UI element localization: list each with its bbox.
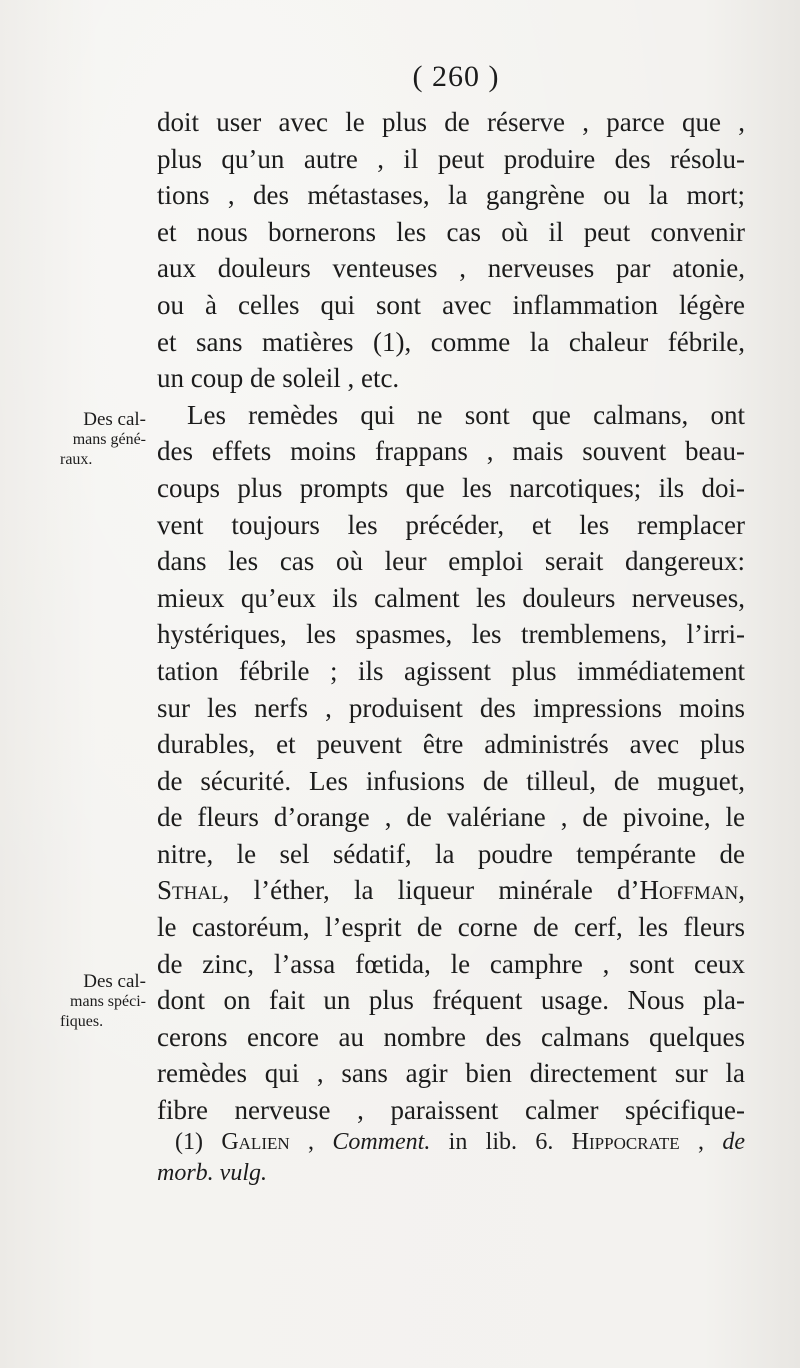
footnote-work: Comment. [332, 1129, 431, 1155]
body-text [157, 104, 745, 1129]
text-line: durables, et peuvent être administrés avec plus [157, 729, 745, 760]
text-line [157, 872, 745, 909]
footnote-work: de [722, 1129, 746, 1155]
text-span: , [679, 1129, 723, 1155]
text-line: tation fébrile ; ils agissent plus immédiatement [157, 655, 745, 686]
author-name: Hoffman [639, 875, 739, 906]
footnote-line [157, 1127, 745, 1158]
margin-note-line: Des cal- [83, 409, 146, 430]
text-line: dont on fait un plus fréquent usage. Nous pla- [157, 985, 745, 1016]
text-line: vent toujours les précéder, et les remplacer [157, 509, 745, 540]
text-line: aux douleurs venteuses , nerveuses par atonie, [157, 253, 745, 284]
footnote-number: (1) [175, 1129, 203, 1155]
text-line: le castoréum, l’esprit de corne de cerf, les fleurs [157, 912, 745, 943]
text-line: dans les cas où leur emploi serait dangereux: [157, 546, 745, 577]
text-line: cerons encore au nombre des calmans quelques [157, 1021, 745, 1052]
text-span: in lib. 6. [430, 1129, 572, 1155]
footnote-line: morb. vulg. [157, 1160, 267, 1186]
text-span: , l’éther, la liqueur minérale d’ [222, 875, 640, 906]
text-line: tions , des métastases, la gangrène ou la mort; [157, 180, 745, 211]
page-number: ( 260 ) [412, 60, 500, 93]
text-line: remèdes qui , sans agir bien directement sur la [157, 1058, 745, 1089]
text-line: nitre, le sel sédatif, la poudre tempérante de [157, 838, 745, 869]
text-line: Les remèdes qui ne sont que calmans, ont [187, 399, 745, 430]
footnote [157, 1127, 745, 1189]
text-line: coups plus prompts que les narcotiques; ils doi- [157, 472, 745, 503]
text-span: , [289, 1129, 333, 1155]
margin-note-line: raux. [60, 451, 93, 468]
footnote-author: Hippocrate [571, 1129, 680, 1155]
text-line: et sans matières (1), comme la chaleur fébrile, [157, 326, 745, 357]
text-line: et nous bornerons les cas où il peut convenir [157, 216, 745, 247]
footnote-author: Galien [221, 1129, 290, 1155]
text-line: de sécurité. Les infusions de tilleul, de muguet, [157, 765, 745, 796]
text-line: fibre nerveuse , paraissent calmer spécifique- [157, 1095, 745, 1126]
text-line: de fleurs d’orange , de valériane , de pivoine, le [157, 802, 745, 833]
text-line: ou à celles qui sont avec inflammation légère [157, 289, 745, 320]
text-line: doit user avec le plus de réserve , parce que , [157, 107, 745, 137]
margin-note-calmans-specifiques [48, 972, 148, 1032]
margin-note-calmans-generaux [48, 410, 148, 470]
text-line: des effets moins frappans , mais souvent beau- [157, 436, 745, 467]
text-line: de zinc, l’assa fœtida, le camphre , sont ceux [157, 948, 745, 979]
text-line: mieux qu’eux ils calment les douleurs nerveuses, [157, 582, 745, 613]
margin-note-line: mans spéci- [70, 993, 146, 1010]
text-line: plus qu’un autre , il peut produire des résolu- [157, 143, 745, 174]
margin-note-line: Des cal- [83, 971, 146, 992]
text-line: hystériques, les spasmes, les tremblemens, l’irri- [157, 619, 745, 650]
text-line: sur les nerfs , produisent des impressions moins [157, 692, 745, 723]
margin-note-line: fiques. [60, 1013, 104, 1030]
author-name: Sthal [157, 875, 223, 906]
text-span: , [738, 875, 745, 906]
margin-note-line: mans géné- [72, 431, 146, 448]
text-line: un coup de soleil , etc. [157, 363, 400, 394]
